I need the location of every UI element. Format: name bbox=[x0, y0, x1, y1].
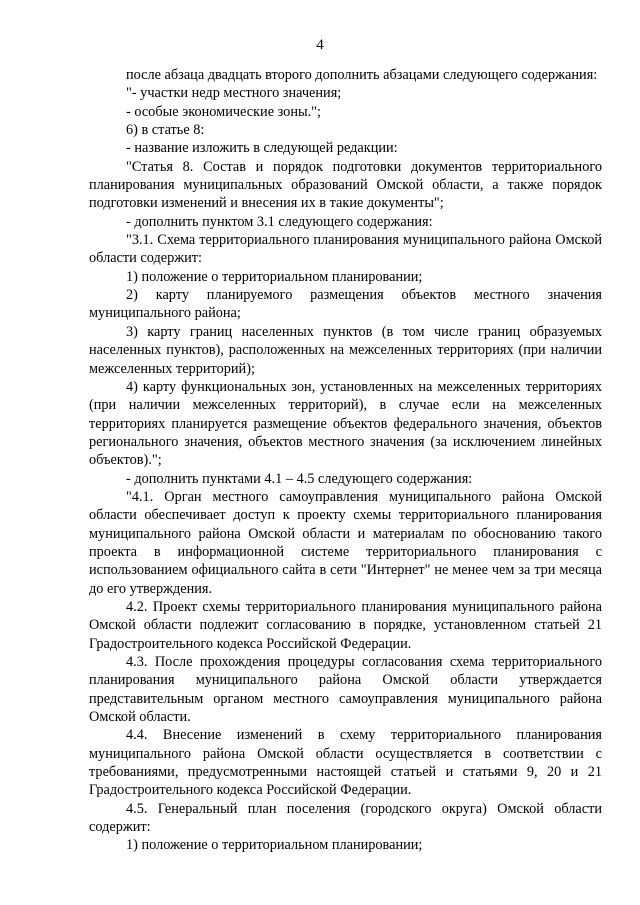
paragraph-list-item: 2) карту планируемого размещения объектов местного значения муниципального района; bbox=[89, 287, 602, 322]
paragraph-list-item: 1) положение о территориальном планировании; bbox=[126, 268, 423, 285]
paragraph-clause-4-1: "4.1. Орган местного самоуправления муниципального района Омской области обеспечивает доступ к проекту схемы территориального планирования муниципального района Омской области и материалам по обоснованию такого проекта в информационной системе территориального планирования с использованием официального сайта в сети "Интернет" не менее чем за три месяца до его утверждения. bbox=[89, 488, 602, 597]
paragraph-item: - дополнить пунктом 3.1 следующего содержания: bbox=[126, 213, 433, 230]
paragraph-list-item: 3) карту границ населенных пунктов (в том числе границ образуемых населенных пунктов), расположенных на межселенных территориях (при наличии межселенных территорий); bbox=[89, 323, 602, 377]
paragraph-item: 6) в статье 8: bbox=[126, 122, 205, 139]
paragraph-item: "- участки недр местного значения; bbox=[126, 85, 342, 102]
page-number: 4 bbox=[316, 37, 324, 53]
paragraph-clause-3-1: "3.1. Схема территориального планирования муниципального района Омской области содержит: bbox=[89, 232, 602, 267]
paragraph-item: - особые экономические зоны."; bbox=[126, 103, 321, 120]
paragraph-list-item: 1) положение о территориальном планировании; bbox=[126, 837, 423, 854]
document-body bbox=[89, 66, 602, 855]
paragraph-clause-4-5: 4.5. Генеральный план поселения (городского округа) Омской области содержит: bbox=[89, 800, 602, 836]
paragraph-clause-4-3: 4.3. После прохождения процедуры согласования схема территориального планирования муниципального района Омской области утверждается представительным органом местного самоуправления муниципального района Омской области. bbox=[89, 654, 602, 726]
paragraph-intro: после абзаца двадцать второго дополнить абзацами следующего содержания: bbox=[126, 67, 598, 83]
paragraph-item: - название изложить в следующей редакции: bbox=[126, 140, 398, 157]
paragraph-item: - дополнить пунктами 4.1 – 4.5 следующего содержания: bbox=[126, 470, 473, 487]
paragraph-list-item: 4) карту функциональных зон, установленных на межселенных территориях (при наличии межселенных территорий), в случае если на межселенных территориях планируется размещение объектов федерального значения, объектов регионального значения, объектов местного значения (за исключением линейных объектов)."; bbox=[89, 378, 602, 469]
paragraph-clause-4-4: 4.4. Внесение изменений в схему территориального планирования муниципального района Омской области осуществляется в соответствии с требованиями, предусмотренными настоящей статьей и статьями 9, 20 и 21 Градостроительного кодекса Российской Федерации. bbox=[89, 727, 602, 799]
paragraph-article-title: "Статья 8. Состав и порядок подготовки документов территориального планирования муниципальных образований Омской области, а также порядок подготовки изменений и внесения их в такие документы"; bbox=[89, 158, 602, 212]
paragraph-clause-4-2: 4.2. Проект схемы территориального планирования муниципального района Омской области подлежит согласованию в порядке, установленном статьей 21 Градостроительного кодекса Российской Федерации. bbox=[89, 598, 602, 652]
